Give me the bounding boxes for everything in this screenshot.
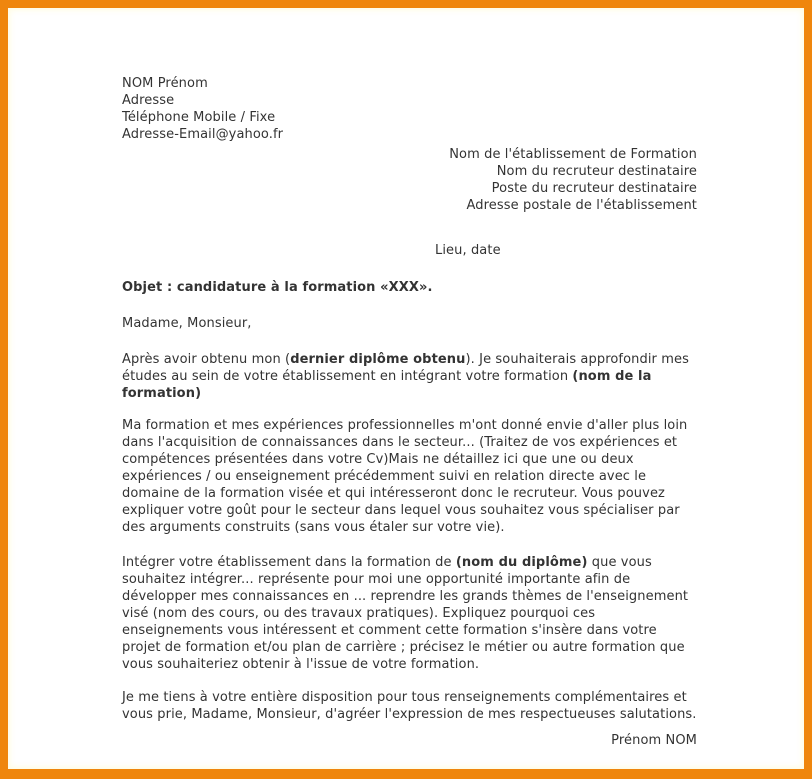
placeholder-diploma-name: (nom du diplôme) (455, 555, 588, 570)
subject-line: Objet : candidature à la formation «XXX». (122, 280, 433, 295)
placeholder-formation-name: (nom de la formation) (122, 369, 652, 401)
recipient-establishment: Nom de l'établissement de Formation (449, 147, 697, 162)
paragraph-intro-text: Après avoir obtenu mon ( (122, 352, 291, 367)
sender-name: NOM Prénom (122, 76, 208, 91)
recipient-block (122, 146, 697, 214)
paragraph-intro (122, 351, 697, 402)
sender-email: Adresse-Email@yahoo.fr (122, 127, 284, 142)
sender-phone: Téléphone Mobile / Fixe (122, 110, 276, 125)
sender-address: Adresse (122, 93, 175, 108)
signature: Prénom NOM (611, 733, 697, 748)
sender-block (122, 75, 697, 143)
place-and-date: Lieu, date (435, 243, 501, 258)
paragraph-experience: Ma formation et mes expériences professionnelles m'ont donné envie d'aller plus loin dans l'acquisition de connaissances dans le secteur... (Traitez de vos expériences et compétences présentées dans votre Cv)Mais ne détaillez ici que une ou deux expériences / ou enseignement précédemment suivi en relation directe avec le domaine de la formation visée et qui intéresseront donc le recruteur. Vous pouvez expliquer votre goût pour le secteur dans lequel vous souhaitez vous spécialiser par des arguments construits (sans vous étaler sur votre vie). (122, 418, 688, 535)
paragraph-motivation-text: Intégrer votre établissement dans la formation de (122, 555, 456, 570)
salutation: Madame, Monsieur, (122, 316, 252, 331)
recipient-recruiter-name: Nom du recruteur destinataire (496, 164, 697, 179)
paragraph-motivation (122, 554, 697, 673)
recipient-postal-address: Adresse postale de l'établissement (466, 198, 697, 213)
placeholder-last-diploma: dernier diplôme obtenu (290, 352, 466, 367)
recipient-recruiter-position: Poste du recruteur destinataire (491, 181, 697, 196)
letter-body (8, 8, 697, 749)
paragraph-intro-text-2: ). Je souhaiterais approfondir mes études au sein de votre établissement en intégrant votre formation (122, 352, 689, 384)
paragraph-closing: Je me tiens à votre entière disposition pour tous renseignements complémentaires et vous prie, Madame, Monsieur, d'agréer l'expression de mes respectueuses salutations. (122, 690, 697, 722)
paragraph-motivation-text-2: que vous souhaitez intégrer... représente pour moi une opportunité importante afin de développer mes connaissances en ... reprendre les grands thèmes de l'enseignement visé (nom des cours, ou des travaux pratiques). Expliquez pourquoi ces enseignements vous intéressent et comment cette formation s'insère dans votre projet de formation et/ou plan de carrière ; précisez le métier ou autre formation que vous souhaiteriez obtenir à l'issue de votre formation. (122, 555, 689, 672)
